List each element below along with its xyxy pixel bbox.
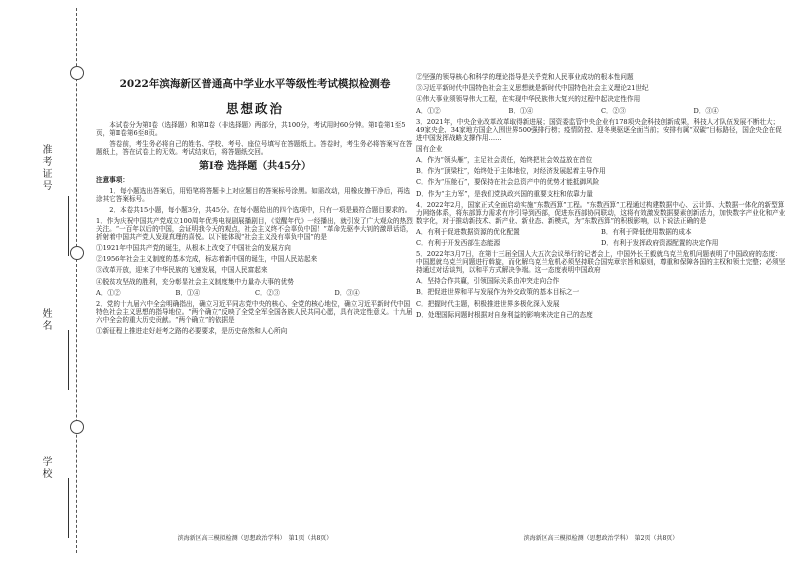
question-4-choices-row: [416, 240, 786, 248]
intro-paragraph: 本试卷分为第Ⅰ卷（选择题）和第Ⅱ卷（非选择题）两部分，共100分，考试用时60分钟。第Ⅰ卷第1至5页，第Ⅱ卷第6至8页。: [96, 120, 406, 137]
name-line[interactable]: [68, 330, 69, 390]
section-title: 第Ⅰ卷 选择题（共45分）: [198, 160, 312, 172]
choice-a[interactable]: A．①②: [416, 106, 441, 115]
choice-c[interactable]: C．有利于开发西部生态能源: [416, 239, 501, 248]
choice-d[interactable]: D．有利于发挥政府资源配置的决定作用: [601, 239, 719, 248]
choice-d[interactable]: D．③④: [334, 288, 360, 297]
binding-margin: [0, 0, 86, 561]
choice-b[interactable]: B．有利于降低使用数据的成本: [601, 227, 692, 236]
choice-c[interactable]: C．②③: [601, 106, 626, 115]
exam-title: 2022年滨海新区普通高中学业水平等级性考试模拟检测卷: [119, 78, 391, 90]
question-2-statement: ③习近平新时代中国特色社会主义思想就是新时代中国特色社会主义理论21世纪: [416, 84, 649, 93]
question-1-stem: 1．作为庆祝中国共产党成立100周年优秀电视剧展播剧目，《觉醒年代》一经播出，就引发了广大观众的热烈关注。“一百年以后的中国，会证明我今天的观点，社会主义终不会辜负中国！”革命先驱李大钊的激昂话语，折射着中国共产党人发现真理的喜悦。以下能体现“社会主义没有辜负中国”的是: [96, 217, 413, 241]
page-footer: 滨海新区高三模拟检测（思想政治学科） 第1页（共8页）: [177, 535, 333, 542]
question-2-statement: ②坚强的领导核心和科学的理论指导是关乎党和人民事业成功的根本性问题: [416, 73, 634, 81]
intro-paragraph: 答卷前，考生务必将自己的姓名、学校、考号、座位号填写在答题纸上。答卷时，考生务必将答案写在答题纸上，答在试卷上的无效。考试结束后，将答题纸交回。: [96, 139, 413, 156]
binding-dash-line: [76, 8, 77, 553]
question-4-stem: 4．2022年2月，国家正式全面启动实施“东数西算”工程。“东数西算”工程通过构建数据中心、云计算、大数据一体化的新型算力网络体系，将东部算力需求有序引导到西部，促进东西部协同联动，这将有效激发数据要素创新活力，加快数字产业化和产业数字化，对于推动新技术、新产业、新业态、新模式，为“东数西算”的积极影响，以下说法正确的是: [416, 200, 786, 225]
page-2: [416, 0, 786, 542]
choice-b[interactable]: B．①④: [508, 106, 534, 115]
school-line[interactable]: [68, 478, 69, 538]
choice-c[interactable]: C．把握时代主题，积极推进世界多极化深入发展: [416, 299, 560, 308]
question-1-choices: [96, 290, 414, 298]
question-2-choices: [416, 108, 786, 116]
choice-c[interactable]: C．作为“压舱石”，要保持在社会总资产中的优势才能抵御风险: [416, 178, 600, 187]
choice-b[interactable]: B．作为“顶梁柱”，始终处于主体地位，对经济发展起着主导作用: [416, 167, 606, 176]
choice-b[interactable]: B．①④: [175, 288, 201, 297]
note-item: 2．本卷共15小题，每小题3分，共45分。在每小题给出的四个选项中，只有一项是最符合题目要求的。: [109, 205, 412, 214]
choice-a[interactable]: A．①②: [96, 288, 121, 297]
binding-hole: [70, 66, 84, 80]
question-3-lead: 国有企业: [416, 144, 443, 153]
exam-number-line[interactable]: [68, 196, 69, 256]
choice-d[interactable]: D．处理国际问题时根据对自身利益的影响来决定自己的态度: [416, 310, 593, 319]
question-2-stem: 2．党的十九届六中全会明确指出，确立习近平同志党中央的核心、全党的核心地位，确立习近平新时代中国特色社会主义思想的指导地位。“两个确立”反映了全党全军全国各族人民共同心愿，具有决定性意义。十九届六中全会的重大历史贡献。“两个确立”的依据是: [96, 300, 413, 324]
question-3-stem: 3．2021年，中央企业改革改革取得新进展；国资委监管中央企业有178项央企科技创新成果，科技人才队伍发展不断壮大；49家央企、34家地方国企入围世界500强排行榜；疫情防控、迎冬奥驱逐全面当前；安排有属“双碳”目标路径，国企央企在促进中国发挥战略支撑作用……: [416, 117, 782, 142]
notes-title: 注意事项：: [96, 175, 129, 184]
exam-number-label: 准考证号: [40, 144, 51, 192]
question-1-statement: ③改革开放，迎来了中华民族的飞速发展，中国人民富起来: [96, 266, 268, 275]
question-4-choices-row: [416, 229, 786, 237]
name-label: 姓名: [40, 308, 51, 332]
question-2-statement: ④伟大事业须领导伟大工程，在实现中华民族伟大复兴的过程中起决定性作用: [416, 95, 641, 104]
question-5-stem: 5．2022年3月7日，在第十三届全国人大五次会议举行的记者会上，中国外长王毅就乌克兰危机问题表明了中国政府的态度：中国愿就乌克兰问题进行斡旋，而化解乌克兰危机必须坚持联合国宪章宗旨和原则，尊重和保障各国的主权和领土完整；必须坚持通过对话谈判，以和平方式解决争端。这一态度表明中国政府: [416, 250, 786, 275]
choice-a[interactable]: A．有利于促进数据资源的优化配置: [416, 227, 520, 236]
choice-d[interactable]: D．作为“主力军”，是我们党执政兴国的重要支柱和依靠力量: [416, 189, 593, 198]
question-1-statement: ④脱贫攻坚战的胜利，充分彰显社会主义制度集中力量办大事的优势: [96, 277, 294, 286]
question-2-statement: ①新征程上推进走好赶考之路的必要要求，是历史奋然和人心所向: [96, 327, 288, 336]
question-1-statement: ①1921年中国共产党的诞生，从根本上改变了中国社会的发展方向: [96, 244, 291, 253]
school-label: 学校: [40, 456, 51, 480]
choice-c[interactable]: C．②③: [255, 288, 280, 297]
note-item: 1．每小题选出答案后，用铅笔将答题卡上对应题目的答案标号涂黑。如需改动，用橡皮擦干净后，再选涂其它答案标号。: [96, 186, 411, 203]
choice-d[interactable]: D．③④: [693, 106, 719, 115]
binding-hole: [70, 246, 84, 260]
question-1-statement: ②1956年社会主义制度的基本完成，标志着新中国的诞生，中国人民站起来: [96, 255, 318, 264]
choice-a[interactable]: A．坚持合作共赢，引领国际关系由冲突走向合作: [416, 277, 560, 286]
page-footer: 滨海新区高三模拟检测（思想政治学科） 第2页（共8页）: [523, 535, 679, 542]
subject-title: 思想政治: [225, 100, 284, 116]
choice-a[interactable]: A．作为“领头雁”，主足社会责任，始终把社会效益放在首位: [416, 156, 593, 165]
choice-b[interactable]: B．把促进世界和平与发展作为外交政策的基本目标之一: [416, 288, 580, 297]
binding-hole: [70, 420, 84, 434]
page-1: [96, 0, 414, 542]
